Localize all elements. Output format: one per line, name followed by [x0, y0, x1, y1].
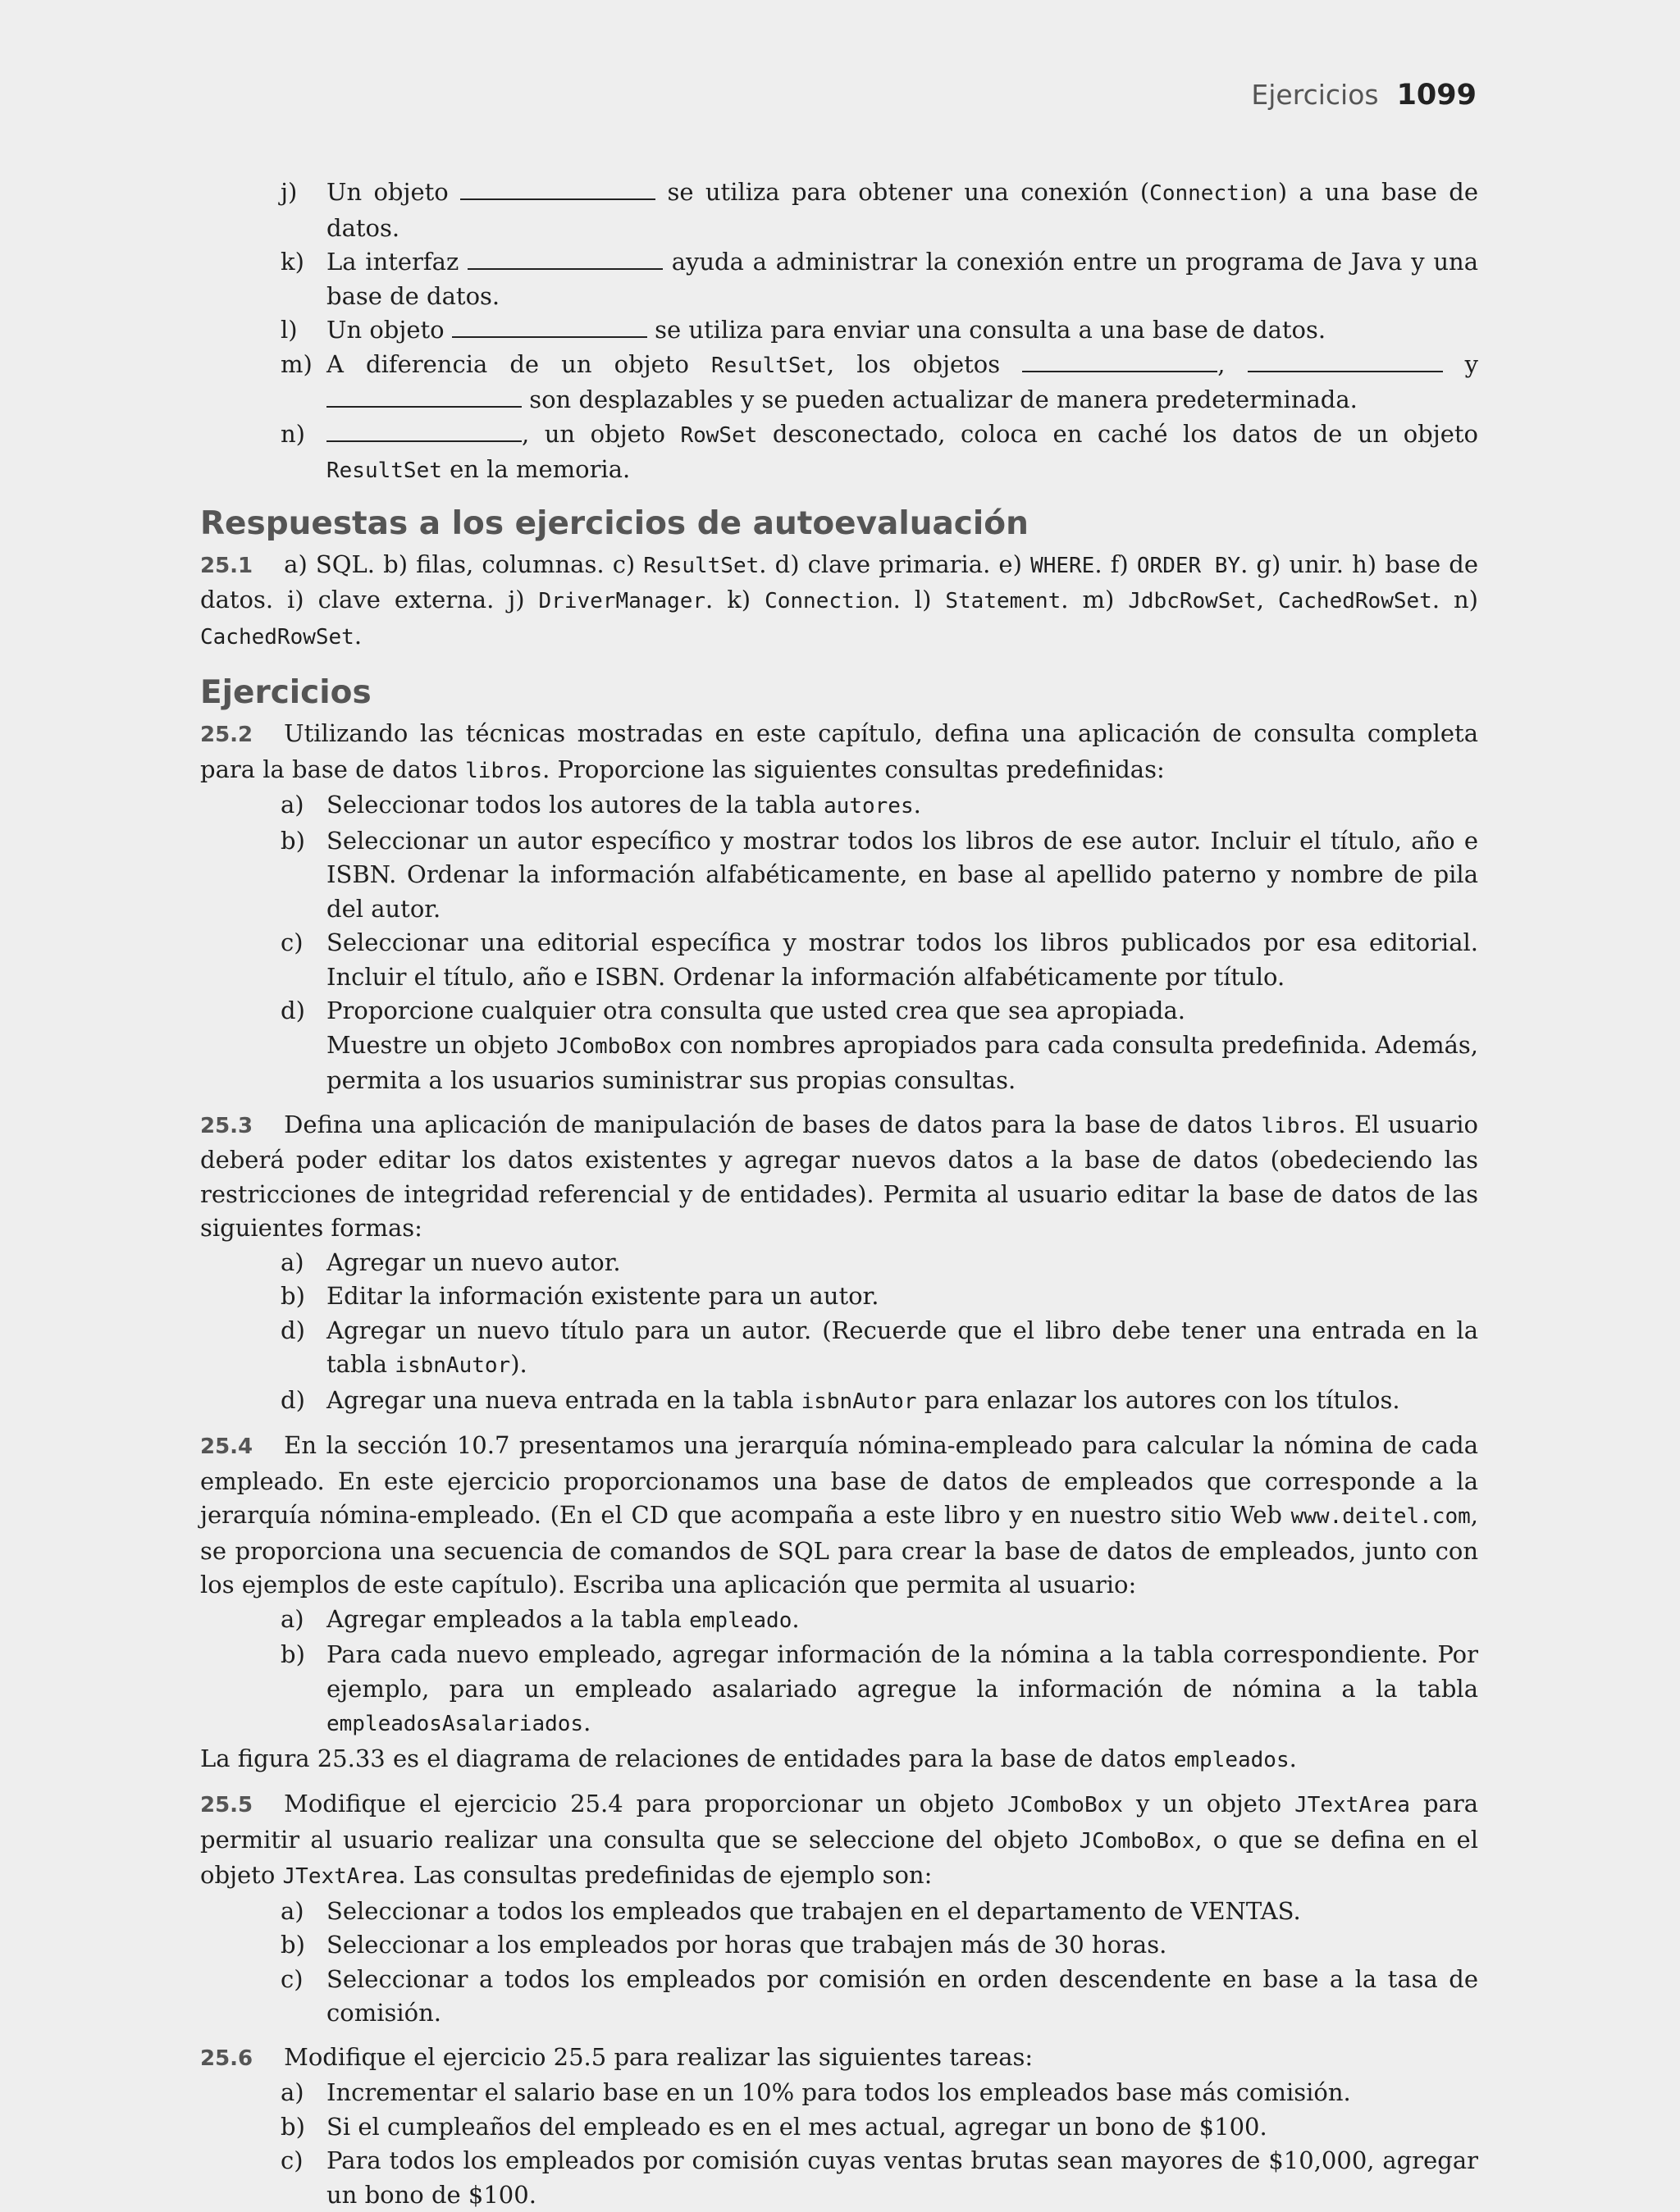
item-label: m) — [281, 348, 326, 417]
item-text — [326, 1928, 1478, 1963]
text-run: para enlazar los autores con los títulos. — [916, 1386, 1399, 1414]
text-run: . — [354, 622, 362, 650]
answer-blank — [1248, 348, 1443, 372]
text-run: Agregar empleados a la tabla — [326, 1605, 689, 1633]
item-text — [326, 313, 1478, 348]
list-item — [281, 348, 1478, 417]
item-text — [326, 348, 1478, 417]
code-text: JTextArea — [283, 1864, 399, 1889]
code-text: RowSet — [680, 423, 757, 448]
text-run: Modifique el ejercicio 25.4 para proporcionar un objeto — [284, 1790, 1007, 1817]
list-item — [281, 926, 1478, 994]
code-text: libros — [465, 759, 542, 783]
text-run: , o que se defina en el objeto — [200, 1826, 1478, 1890]
text-run: . — [1290, 1745, 1297, 1772]
code-text: WHERE — [1030, 554, 1094, 578]
code-text: ResultSet — [711, 353, 827, 378]
answer-blank — [326, 383, 522, 408]
item-label: a) — [281, 788, 326, 824]
list-item — [281, 1603, 1478, 1639]
list-item — [281, 1314, 1478, 1384]
item-label: b) — [281, 1928, 326, 1963]
item-text — [326, 1279, 1478, 1314]
list-item — [281, 1279, 1478, 1314]
text-run: . Las consultas predefinidas de ejemplo son: — [398, 1861, 932, 1889]
text-run: ). — [510, 1350, 527, 1378]
list-item — [281, 994, 1478, 1028]
item-text — [326, 245, 1478, 313]
text-run: se utiliza para obtener una conexión ( — [655, 178, 1149, 206]
exercise-number: 25.6 — [200, 2046, 253, 2071]
exercise — [200, 717, 1478, 1098]
text-run: . — [914, 791, 921, 819]
text-run: . Proporcione las siguientes consultas predefinidas: — [542, 755, 1165, 783]
code-text: JComboBox — [1079, 1829, 1194, 1854]
code-text: CachedRowSet — [1278, 589, 1432, 613]
text-run: La figura 25.33 es el diagrama de relaciones de entidades para la base de datos — [200, 1745, 1174, 1772]
answer-blank — [460, 176, 655, 200]
text-run: Proporcione cualquier otra consulta que usted crea que sea apropiada. — [326, 997, 1185, 1024]
item-text — [326, 1603, 1478, 1639]
list-item — [281, 417, 1478, 489]
item-label: b) — [281, 1638, 326, 1742]
text-run: Defina una aplicación de manipulación de bases de datos para la base de datos — [284, 1111, 1261, 1138]
text-run: y un objeto — [1123, 1790, 1294, 1817]
text-run: Seleccionar todos los autores de la tabla — [326, 791, 824, 819]
exercises-block — [200, 717, 1478, 2212]
code-text: JComboBox — [1007, 1793, 1123, 1817]
item-text — [326, 2110, 1478, 2145]
item-label: d) — [281, 1384, 326, 1420]
text-run: . El usuario deberá poder editar los datos existentes y agregar nuevos datos a la base de datos (obedeciendo las restricciones de integridad referencial y de entidades). Permita al usuario editar la base de datos de las siguientes formas: — [200, 1111, 1478, 1243]
exercise-number: 25.3 — [200, 1114, 253, 1138]
item-label: d) — [281, 1314, 326, 1384]
item-label: d) — [281, 994, 326, 1028]
item-text — [326, 2076, 1478, 2110]
text-run: Seleccionar a los empleados por horas que trabajen más de 30 horas. — [326, 1931, 1166, 1959]
list-item — [281, 2110, 1478, 2145]
list-item — [281, 1246, 1478, 1280]
list-item — [281, 313, 1478, 348]
code-text: www.deitel.com — [1291, 1504, 1471, 1529]
list-item — [281, 2144, 1478, 2212]
exercise-number: 25.2 — [200, 723, 253, 747]
page-number: 1099 — [1397, 79, 1477, 112]
text-run: con nombres apropiados para cada consulta predefinida. Además, permita a los usuarios suministrar sus propias consultas. — [326, 1031, 1478, 1095]
item-text — [326, 824, 1478, 927]
exercise-number: 25.5 — [200, 1793, 253, 1817]
code-text: JComboBox — [556, 1034, 672, 1059]
text-run: En la sección 10.7 presentamos una jerarquía nómina-empleado para calcular la nómina de cada empleado. En este ejercicio proporcionamos una base de datos de empleados que corresponde a la jerarquía nómina-empleado. (En el CD que acompaña a este libro y en nuestro sitio Web — [200, 1431, 1478, 1529]
exercise — [200, 2041, 1478, 2212]
list-item — [281, 176, 1478, 245]
exercise-paragraph — [200, 2041, 1478, 2077]
code-text: ResultSet — [326, 458, 442, 483]
text-run: Utilizando las técnicas mostradas en este capítulo, defina una aplicación de consulta completa para la base de datos — [200, 719, 1478, 783]
exercise — [200, 1429, 1478, 1777]
text-run: ayuda a administrar la conexión entre un programa de Java y una base de datos. — [326, 248, 1478, 310]
item-text — [326, 176, 1478, 245]
list-item — [281, 245, 1478, 313]
text-run: La interfaz — [326, 248, 468, 276]
exercise-note — [281, 1028, 1478, 1098]
text-run: Seleccionar a todos los empleados que trabajen en el departamento de VENTAS. — [326, 1897, 1301, 1925]
text-run: Un objeto — [326, 178, 460, 206]
list-item — [281, 1963, 1478, 2031]
exercise — [200, 1787, 1478, 2031]
item-label: b) — [281, 824, 326, 927]
list-item — [281, 1384, 1478, 1420]
text-run: Si el cumpleaños del empleado es en el mes actual, agregar un bono de $100. — [326, 2113, 1267, 2141]
text-run: desconectado, coloca en caché los datos de un objeto — [757, 420, 1478, 448]
fill-in-list — [200, 176, 1478, 489]
text-run: , se proporciona una secuencia de comandos de SQL para crear la base de datos de empleados, junto con los ejemplos de este capítulo). Escriba una aplicación que permita al usuario: — [200, 1501, 1478, 1599]
item-text — [326, 2144, 1478, 2212]
item-label: a) — [281, 1603, 326, 1639]
item-label: c) — [281, 1963, 326, 2031]
code-text: Connection — [1149, 181, 1278, 206]
item-label: b) — [281, 2110, 326, 2145]
list-item — [281, 1895, 1478, 1929]
exercise — [200, 1108, 1478, 1420]
exercise-paragraph — [200, 1429, 1478, 1603]
text-run: Para todos los empleados por comisión cuyas ventas brutas sean mayores de $10,000, agregar un bono de $100. — [326, 2146, 1478, 2209]
running-head: Ejercicios — [1251, 79, 1378, 111]
text-run: Seleccionar una editorial específica y mostrar todos los libros publicados por esa editorial. Incluir el título, año e ISBN. Ordenar la información alfabéticamente por título. — [326, 928, 1478, 991]
code-text: empleadosAsalariados — [326, 1712, 583, 1736]
item-label: l) — [281, 313, 326, 348]
answer-blank — [1022, 348, 1217, 372]
text-run: se utiliza para enviar una consulta a una base de datos. — [647, 316, 1326, 344]
item-label: c) — [281, 926, 326, 994]
text-run: Agregar una nueva entrada en la tabla — [326, 1386, 801, 1414]
item-label: a) — [281, 1246, 326, 1280]
answer-blank — [468, 245, 663, 270]
text-run: son desplazables y se pueden actualizar de manera predeterminada. — [522, 385, 1358, 413]
code-text: isbnAutor — [801, 1389, 917, 1414]
answers-heading: Respuestas a los ejercicios de autoevaluación — [200, 505, 1478, 543]
answer-blank — [326, 417, 522, 442]
exercise-paragraph — [200, 1787, 1478, 1895]
exercise-paragraph — [200, 1108, 1478, 1246]
text-run: , un objeto — [522, 420, 680, 448]
list-item — [281, 1638, 1478, 1742]
page-header — [1251, 79, 1477, 112]
text-run: . g) unir. h) base de datos. i) clave externa. j) — [200, 550, 1478, 614]
code-text: CachedRowSet — [200, 625, 354, 650]
text-run: Agregar un nuevo autor. — [326, 1248, 621, 1276]
answer-blank — [452, 313, 647, 338]
code-text: isbnAutor — [395, 1353, 510, 1378]
code-text: ResultSet — [643, 554, 759, 578]
text-run: Modifique el ejercicio 25.5 para realizar las siguientes tareas: — [284, 2043, 1033, 2071]
item-label: n) — [281, 417, 326, 489]
item-text — [326, 1246, 1478, 1280]
code-text: DriverManager — [539, 589, 706, 613]
text-run: , los objetos — [827, 350, 1022, 378]
code-text: libros — [1261, 1114, 1338, 1138]
text-run: . f) — [1094, 550, 1137, 578]
exercise-number: 25.1 — [200, 554, 253, 578]
text-run: Incrementar el salario base en un 10% para todos los empleados base más comisión. — [326, 2078, 1351, 2106]
item-text — [326, 994, 1478, 1028]
text-run: . d) clave primaria. e) — [759, 550, 1030, 578]
text-run: en la memoria. — [442, 455, 630, 483]
text-run: Para cada nuevo empleado, agregar información de la nómina a la tabla correspondiente. Por ejemplo, para un empleado asalariado agregue la información de nómina a la tabla — [326, 1640, 1478, 1703]
code-text: autores — [824, 794, 914, 819]
item-text — [326, 926, 1478, 994]
code-text: JTextArea — [1294, 1793, 1410, 1817]
text-run: . l) — [893, 586, 946, 613]
answers-block — [200, 548, 1478, 655]
item-label: j) — [281, 176, 326, 245]
code-text: empleado — [689, 1608, 792, 1633]
item-text — [326, 417, 1478, 489]
item-label: b) — [281, 1279, 326, 1314]
list-item — [281, 1928, 1478, 1963]
text-run: A diferencia de un objeto — [326, 350, 711, 378]
page-content — [200, 176, 1478, 2212]
item-text — [326, 788, 1478, 824]
code-text: Statement — [945, 589, 1061, 613]
list-item — [281, 788, 1478, 824]
exercises-heading: Ejercicios — [200, 674, 1478, 712]
list-item — [281, 824, 1478, 927]
code-text: ORDER BY — [1137, 554, 1240, 578]
text-run: Un objeto — [326, 316, 452, 344]
exercise-number: 25.4 — [200, 1434, 253, 1459]
text-run: Editar la información existente para un autor. — [326, 1282, 879, 1310]
text-run: Agregar un nuevo título para un autor. (Recuerde que el libro debe tener una entrada en la tabla — [326, 1316, 1478, 1379]
exercise-closing — [200, 1742, 1478, 1778]
item-label: c) — [281, 2144, 326, 2212]
item-text — [326, 1963, 1478, 2031]
item-label: k) — [281, 245, 326, 313]
item-text — [326, 1895, 1478, 1929]
text-run: . m) — [1061, 586, 1128, 613]
item-text — [326, 1638, 1478, 1742]
item-label: a) — [281, 1895, 326, 1929]
text-run: y — [1443, 350, 1478, 378]
text-run: ) a una base de datos. — [326, 178, 1478, 242]
code-text: JdbcRowSet — [1128, 589, 1257, 613]
text-run: a) SQL. b) filas, columnas. c) — [284, 550, 643, 578]
item-text — [326, 1314, 1478, 1384]
text-run: Seleccionar un autor específico y mostrar todos los libros de ese autor. Incluir el título, año e ISBN. Ordenar la información alfabéticamente, en base al apellido paterno y nombre de pila del autor. — [326, 827, 1478, 923]
exercise-paragraph — [200, 717, 1478, 788]
answer-paragraph — [200, 548, 1478, 655]
text-run: Muestre un objeto — [326, 1031, 556, 1059]
text-run: para permitir al usuario realizar una consulta que se seleccione del objeto — [200, 1790, 1478, 1854]
text-run: . — [583, 1708, 591, 1736]
code-text: empleados — [1174, 1748, 1290, 1772]
list-item — [281, 2076, 1478, 2110]
item-label: a) — [281, 2076, 326, 2110]
text-run: Seleccionar a todos los empleados por comisión en orden descendente en base a la tasa de comisión. — [326, 1965, 1478, 2027]
text-run: , — [1257, 586, 1278, 613]
code-text: Connection — [765, 589, 893, 613]
text-run: . — [792, 1605, 799, 1633]
text-run: . n) — [1432, 586, 1478, 613]
item-text — [326, 1384, 1478, 1420]
text-run: . k) — [705, 586, 765, 613]
text-run: , — [1217, 350, 1247, 378]
